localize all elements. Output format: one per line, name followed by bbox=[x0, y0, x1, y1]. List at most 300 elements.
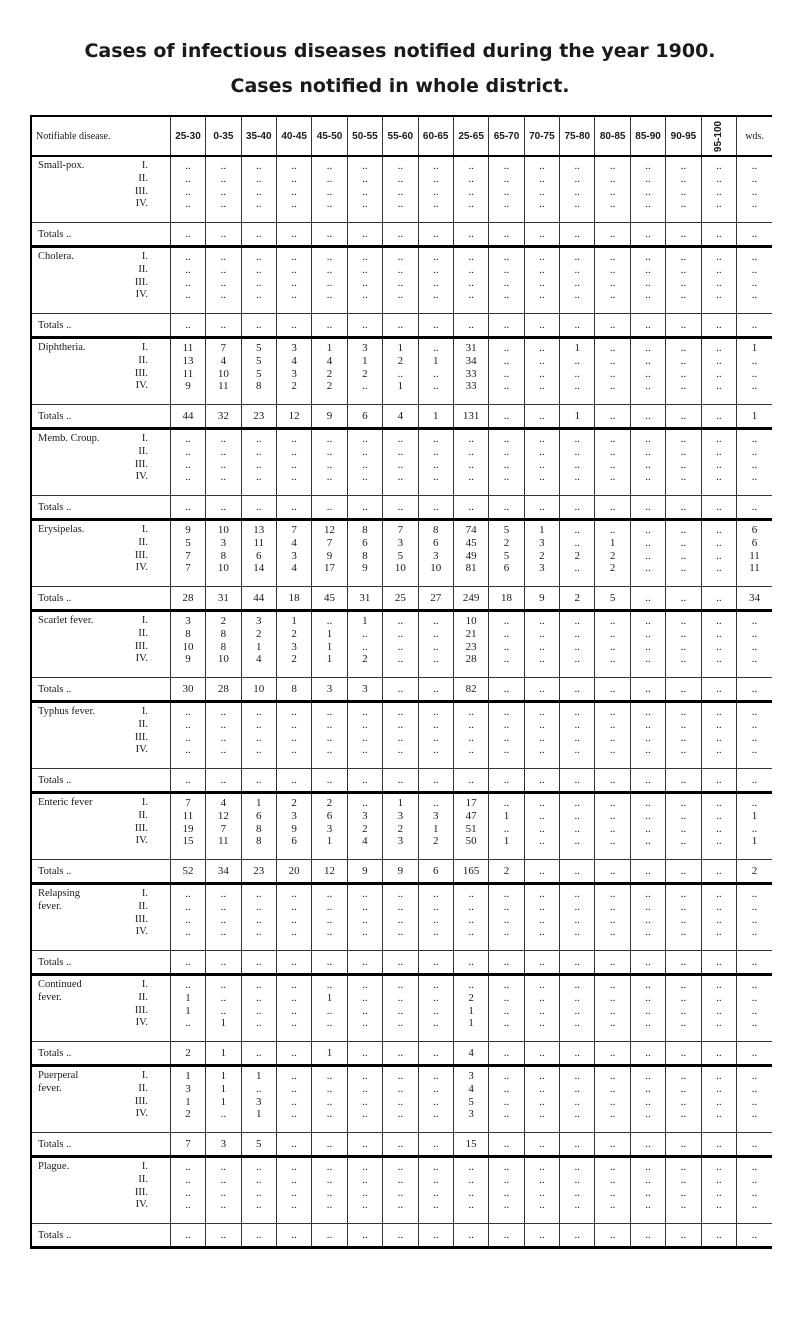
totals-cell: 31 bbox=[206, 587, 241, 611]
totals-cell: .. bbox=[560, 1224, 595, 1248]
table-cell: 4 12 7 11 bbox=[206, 793, 241, 860]
totals-cell: 3 bbox=[312, 678, 347, 702]
table-cell: .. .. .. .. bbox=[595, 975, 630, 1042]
table-cell: .. .. .. .. bbox=[666, 1157, 701, 1224]
totals-cell: 9 bbox=[524, 587, 559, 611]
column-header: wds. bbox=[737, 117, 772, 156]
totals-cell: 3 bbox=[347, 678, 382, 702]
table-cell: .. .. .. .. bbox=[595, 611, 630, 678]
totals-row bbox=[31, 860, 772, 884]
disease-name: Continued I. fever. II. III. IV. bbox=[31, 975, 170, 1042]
totals-row bbox=[31, 1224, 772, 1248]
table-cell: .. .. .. .. bbox=[560, 702, 595, 769]
totals-cell: .. bbox=[560, 223, 595, 247]
column-header: 40-45 bbox=[276, 117, 311, 156]
table-cell: .. .. .. .. bbox=[383, 975, 418, 1042]
table-cell: 1 .. .. .. bbox=[737, 338, 772, 405]
table-cell: 3 2 1 4 bbox=[241, 611, 276, 678]
table-cell: .. .. .. .. bbox=[418, 1066, 453, 1133]
table-cell: 1 .. .. .. bbox=[560, 338, 595, 405]
table-cell: .. .. .. .. bbox=[701, 702, 736, 769]
disease-name: Puerperal I. fever. II. III. IV. bbox=[31, 1066, 170, 1133]
table-cell: .. .. .. .. bbox=[666, 429, 701, 496]
totals-cell: .. bbox=[524, 1133, 559, 1157]
header-row bbox=[31, 117, 772, 156]
table-cell: .. .. .. .. bbox=[560, 793, 595, 860]
totals-cell: 32 bbox=[206, 405, 241, 429]
table-cell: .. .. .. .. bbox=[312, 702, 347, 769]
totals-cell: .. bbox=[701, 314, 736, 338]
totals-cell: .. bbox=[241, 1042, 276, 1066]
table-cell: 1 4 2 2 bbox=[312, 338, 347, 405]
totals-cell: .. bbox=[276, 1042, 311, 1066]
totals-cell: .. bbox=[666, 496, 701, 520]
table-cell: .. 3 1 2 bbox=[418, 793, 453, 860]
totals-cell: .. bbox=[560, 678, 595, 702]
table-cell: .. .. .. .. bbox=[489, 975, 524, 1042]
table-cell: .. .. .. .. bbox=[737, 429, 772, 496]
column-header: 85-90 bbox=[630, 117, 665, 156]
table-cell: .. .. .. .. bbox=[524, 884, 559, 951]
table-cell: 12 7 9 17 bbox=[312, 520, 347, 587]
table-cell: 11 13 11 9 bbox=[170, 338, 205, 405]
table-cell: .. .. .. .. bbox=[595, 247, 630, 314]
totals-cell: .. bbox=[595, 223, 630, 247]
table-cell: 3 1 2 .. bbox=[347, 338, 382, 405]
totals-cell: .. bbox=[630, 405, 665, 429]
totals-cell: .. bbox=[737, 1133, 772, 1157]
table-cell: .. 1 1 .. bbox=[170, 975, 205, 1042]
totals-cell: .. bbox=[206, 769, 241, 793]
totals-cell: .. bbox=[630, 1133, 665, 1157]
totals-cell: .. bbox=[241, 1224, 276, 1248]
table-cell: 7 11 19 15 bbox=[170, 793, 205, 860]
table-cell: 13 11 6 14 bbox=[241, 520, 276, 587]
totals-cell: 131 bbox=[453, 405, 488, 429]
totals-cell: .. bbox=[737, 314, 772, 338]
totals-label: Totals .. bbox=[31, 587, 170, 611]
table-cell: .. .. .. .. bbox=[418, 156, 453, 223]
totals-cell: .. bbox=[418, 1133, 453, 1157]
table-cell: 10 3 8 10 bbox=[206, 520, 241, 587]
table-cell: 3 8 10 9 bbox=[170, 611, 205, 678]
totals-cell: .. bbox=[524, 951, 559, 975]
totals-cell: 23 bbox=[241, 405, 276, 429]
totals-cell: .. bbox=[666, 860, 701, 884]
table-cell: 1 .. .. 2 bbox=[347, 611, 382, 678]
disease-row bbox=[31, 520, 772, 587]
table-cell: .. .. .. .. bbox=[524, 1066, 559, 1133]
totals-cell: .. bbox=[560, 496, 595, 520]
table-cell: .. .. .. .. bbox=[489, 611, 524, 678]
table-cell: .. .. .. .. bbox=[701, 1066, 736, 1133]
totals-cell: .. bbox=[524, 223, 559, 247]
column-header: 95-100 bbox=[701, 117, 736, 156]
totals-cell: 23 bbox=[241, 860, 276, 884]
table-cell: .. .. .. .. bbox=[701, 611, 736, 678]
table-cell: .. .. .. .. bbox=[630, 520, 665, 587]
disease-name: Relapsing I. fever. II. III. IV. bbox=[31, 884, 170, 951]
table-cell: .. .. .. .. bbox=[383, 1157, 418, 1224]
table-cell: .. .. .. .. bbox=[276, 884, 311, 951]
table-cell: .. .. .. .. bbox=[489, 1157, 524, 1224]
table-cell: .. .. .. .. bbox=[630, 975, 665, 1042]
totals-cell: .. bbox=[666, 223, 701, 247]
totals-row bbox=[31, 587, 772, 611]
table-cell: 5 5 5 8 bbox=[241, 338, 276, 405]
table-cell: 1 1 1 .. bbox=[206, 1066, 241, 1133]
totals-cell: .. bbox=[276, 496, 311, 520]
column-header: 70-75 bbox=[524, 117, 559, 156]
totals-cell: 34 bbox=[206, 860, 241, 884]
table-cell: .. .. .. .. bbox=[666, 156, 701, 223]
table-cell: .. .. .. .. bbox=[453, 247, 488, 314]
table-cell: 74 45 49 81 bbox=[453, 520, 488, 587]
totals-cell: .. bbox=[312, 314, 347, 338]
totals-cell: 18 bbox=[489, 587, 524, 611]
totals-cell: .. bbox=[666, 314, 701, 338]
table-cell: 7 3 5 10 bbox=[383, 520, 418, 587]
totals-cell: .. bbox=[524, 1224, 559, 1248]
totals-cell: .. bbox=[595, 951, 630, 975]
totals-cell: .. bbox=[170, 769, 205, 793]
totals-cell: .. bbox=[737, 1224, 772, 1248]
table-cell: .. .. .. .. bbox=[595, 338, 630, 405]
totals-cell: 3 bbox=[206, 1133, 241, 1157]
table-cell: .. 2 1 1 bbox=[453, 975, 488, 1042]
totals-cell: .. bbox=[630, 769, 665, 793]
table-cell: .. .. .. .. bbox=[524, 611, 559, 678]
totals-cell: 30 bbox=[170, 678, 205, 702]
table-cell: .. .. .. .. bbox=[489, 884, 524, 951]
table-cell: .. .. .. .. bbox=[418, 884, 453, 951]
table-cell: .. .. .. .. bbox=[737, 1066, 772, 1133]
page-title: Cases of infectious diseases notified during the year 1900. bbox=[84, 40, 716, 62]
totals-cell: .. bbox=[489, 1224, 524, 1248]
totals-cell: .. bbox=[701, 769, 736, 793]
totals-cell: 4 bbox=[383, 405, 418, 429]
totals-cell: .. bbox=[383, 1133, 418, 1157]
table-cell: .. .. .. .. bbox=[347, 1066, 382, 1133]
table-cell: .. .. .. .. bbox=[630, 884, 665, 951]
totals-cell: .. bbox=[418, 1042, 453, 1066]
totals-label: Totals .. bbox=[31, 405, 170, 429]
table-cell: .. .. .. .. bbox=[737, 156, 772, 223]
table-cell: .. .. .. .. bbox=[453, 1157, 488, 1224]
table-cell: .. .. .. .. bbox=[170, 247, 205, 314]
table-cell: 31 34 33 33 bbox=[453, 338, 488, 405]
totals-cell: .. bbox=[560, 1133, 595, 1157]
column-header: 65-70 bbox=[489, 117, 524, 156]
table-cell: .. .. .. .. bbox=[737, 884, 772, 951]
totals-cell: 165 bbox=[453, 860, 488, 884]
totals-cell: .. bbox=[524, 769, 559, 793]
totals-cell: .. bbox=[524, 1042, 559, 1066]
table-cell: .. .. .. .. bbox=[630, 611, 665, 678]
totals-cell: 20 bbox=[276, 860, 311, 884]
totals-cell: 1 bbox=[312, 1042, 347, 1066]
disease-row bbox=[31, 702, 772, 769]
table-cell: .. .. .. .. bbox=[383, 611, 418, 678]
totals-cell: .. bbox=[737, 1042, 772, 1066]
table-body bbox=[31, 156, 772, 1248]
totals-cell: .. bbox=[701, 1042, 736, 1066]
table-cell: .. .. .. .. bbox=[630, 702, 665, 769]
totals-cell: 4 bbox=[453, 1042, 488, 1066]
totals-cell: .. bbox=[312, 951, 347, 975]
table-cell: 8 6 8 9 bbox=[347, 520, 382, 587]
totals-cell: .. bbox=[560, 314, 595, 338]
table-cell: .. .. .. .. bbox=[347, 156, 382, 223]
totals-cell: .. bbox=[701, 951, 736, 975]
table-cell: .. .. .. .. bbox=[666, 611, 701, 678]
table-cell: .. 1 .. 1 bbox=[489, 793, 524, 860]
totals-cell: 1 bbox=[206, 1042, 241, 1066]
totals-cell: .. bbox=[701, 1224, 736, 1248]
totals-cell: 9 bbox=[347, 860, 382, 884]
totals-label: Totals .. bbox=[31, 496, 170, 520]
totals-cell: .. bbox=[666, 1133, 701, 1157]
totals-cell: .. bbox=[560, 1042, 595, 1066]
column-header: 80-85 bbox=[595, 117, 630, 156]
totals-cell: .. bbox=[276, 1224, 311, 1248]
table-cell: .. .. .. .. bbox=[701, 793, 736, 860]
column-header: 25-30 bbox=[170, 117, 205, 156]
totals-cell: .. bbox=[453, 1224, 488, 1248]
table-cell: .. .. .. .. bbox=[276, 1066, 311, 1133]
totals-cell: .. bbox=[170, 496, 205, 520]
table-cell: .. .. .. .. bbox=[206, 884, 241, 951]
totals-cell: .. bbox=[312, 223, 347, 247]
totals-label: Totals .. bbox=[31, 1133, 170, 1157]
table-cell: .. .. .. .. bbox=[701, 338, 736, 405]
disease-row bbox=[31, 247, 772, 314]
totals-cell: .. bbox=[737, 496, 772, 520]
table-cell: .. .. .. .. bbox=[383, 884, 418, 951]
totals-row bbox=[31, 678, 772, 702]
totals-cell: .. bbox=[276, 951, 311, 975]
totals-cell: .. bbox=[701, 678, 736, 702]
disease-name: Erysipelas. I. II. III. IV. bbox=[31, 520, 170, 587]
totals-cell: .. bbox=[595, 314, 630, 338]
totals-cell: .. bbox=[453, 951, 488, 975]
table-cell: 3 4 3 2 bbox=[276, 338, 311, 405]
disease-name: Cholera. I. II. III. IV. bbox=[31, 247, 170, 314]
table-cell: .. .. .. .. bbox=[489, 702, 524, 769]
table-cell: .. .. .. .. bbox=[453, 156, 488, 223]
table-cell: 5 2 5 6 bbox=[489, 520, 524, 587]
totals-cell: .. bbox=[630, 860, 665, 884]
table-cell: .. .. .. .. bbox=[276, 429, 311, 496]
table-cell: .. .. .. .. bbox=[595, 429, 630, 496]
table-cell: .. .. .. .. bbox=[206, 156, 241, 223]
column-header: 90-95 bbox=[666, 117, 701, 156]
table-cell: .. .. .. .. bbox=[666, 247, 701, 314]
table-cell: .. .. .. .. bbox=[737, 611, 772, 678]
totals-cell: .. bbox=[418, 678, 453, 702]
totals-cell: .. bbox=[241, 223, 276, 247]
table-cell: .. .. .. .. bbox=[347, 975, 382, 1042]
table-cell: .. .. .. .. bbox=[560, 1066, 595, 1133]
totals-cell: 6 bbox=[418, 860, 453, 884]
totals-cell: .. bbox=[347, 769, 382, 793]
table-cell: .. .. .. .. bbox=[383, 156, 418, 223]
totals-cell: .. bbox=[347, 223, 382, 247]
totals-cell: 28 bbox=[170, 587, 205, 611]
totals-cell: .. bbox=[737, 769, 772, 793]
table-cell: .. .. .. .. bbox=[418, 247, 453, 314]
totals-cell: 18 bbox=[276, 587, 311, 611]
totals-cell: .. bbox=[489, 496, 524, 520]
totals-cell: .. bbox=[312, 496, 347, 520]
totals-cell: .. bbox=[453, 223, 488, 247]
column-header: 0-35 bbox=[206, 117, 241, 156]
totals-cell: 8 bbox=[276, 678, 311, 702]
table-cell: .. .. .. .. bbox=[560, 156, 595, 223]
totals-cell: 31 bbox=[347, 587, 382, 611]
table-cell: .. .. .. .. bbox=[276, 702, 311, 769]
table-cell: .. .. .. .. bbox=[630, 1157, 665, 1224]
disease-row bbox=[31, 793, 772, 860]
table-cell: .. .. .. .. bbox=[312, 156, 347, 223]
totals-row bbox=[31, 314, 772, 338]
page-subtitle: Cases notified in whole district. bbox=[230, 75, 570, 97]
table-cell: .. .. .. .. bbox=[241, 156, 276, 223]
column-header: 25-65 bbox=[453, 117, 488, 156]
table-cell: 7 4 10 11 bbox=[206, 338, 241, 405]
table-cell: .. 1 2 2 bbox=[595, 520, 630, 587]
totals-cell: 2 bbox=[737, 860, 772, 884]
totals-cell: .. bbox=[383, 769, 418, 793]
disease-name: Scarlet fever. I. II. III. IV. bbox=[31, 611, 170, 678]
totals-cell: 10 bbox=[241, 678, 276, 702]
table-cell: 3 4 5 3 bbox=[453, 1066, 488, 1133]
totals-cell: .. bbox=[666, 587, 701, 611]
totals-label: Totals .. bbox=[31, 314, 170, 338]
totals-cell: .. bbox=[489, 951, 524, 975]
table-cell: .. .. .. .. bbox=[383, 702, 418, 769]
totals-cell: 1 bbox=[418, 405, 453, 429]
totals-cell: .. bbox=[170, 314, 205, 338]
totals-cell: .. bbox=[418, 951, 453, 975]
totals-label: Totals .. bbox=[31, 769, 170, 793]
table-cell: .. .. .. .. bbox=[276, 975, 311, 1042]
table-cell: .. .. .. .. bbox=[453, 884, 488, 951]
totals-row bbox=[31, 1042, 772, 1066]
table-cell: .. 1 .. .. bbox=[418, 338, 453, 405]
table-cell: .. .. .. .. bbox=[276, 247, 311, 314]
totals-cell: .. bbox=[489, 223, 524, 247]
totals-cell: .. bbox=[347, 1224, 382, 1248]
disease-name: Diphtheria. I. II. III. IV. bbox=[31, 338, 170, 405]
totals-row bbox=[31, 405, 772, 429]
totals-cell: .. bbox=[595, 1133, 630, 1157]
table-cell: .. .. .. .. bbox=[312, 884, 347, 951]
totals-cell: .. bbox=[666, 678, 701, 702]
table-cell: .. .. .. .. bbox=[170, 702, 205, 769]
table-cell: .. .. .. .. bbox=[312, 247, 347, 314]
totals-cell: .. bbox=[489, 405, 524, 429]
table-cell: .. .. .. .. bbox=[383, 247, 418, 314]
totals-cell: .. bbox=[737, 678, 772, 702]
totals-cell: 6 bbox=[347, 405, 382, 429]
totals-cell: .. bbox=[206, 1224, 241, 1248]
totals-cell: .. bbox=[418, 1224, 453, 1248]
table-cell: 2 8 8 10 bbox=[206, 611, 241, 678]
totals-row bbox=[31, 223, 772, 247]
totals-cell: 28 bbox=[206, 678, 241, 702]
totals-label: Totals .. bbox=[31, 1042, 170, 1066]
totals-cell: 15 bbox=[453, 1133, 488, 1157]
table-cell: .. .. .. .. bbox=[347, 702, 382, 769]
table-cell: .. .. .. .. bbox=[489, 1066, 524, 1133]
table-cell: .. .. .. .. bbox=[347, 884, 382, 951]
table-cell: 1 3 1 2 bbox=[170, 1066, 205, 1133]
table-cell: .. .. .. .. bbox=[560, 1157, 595, 1224]
totals-cell: 34 bbox=[737, 587, 772, 611]
table-cell: .. .. .. .. bbox=[170, 156, 205, 223]
totals-cell: .. bbox=[453, 769, 488, 793]
table-cell: .. .. .. .. bbox=[630, 1066, 665, 1133]
table-cell: .. .. .. .. bbox=[312, 1066, 347, 1133]
totals-cell: 52 bbox=[170, 860, 205, 884]
totals-cell: .. bbox=[701, 223, 736, 247]
table-cell: 2 6 3 1 bbox=[312, 793, 347, 860]
totals-cell: .. bbox=[418, 496, 453, 520]
totals-cell: 2 bbox=[560, 587, 595, 611]
totals-label: Totals .. bbox=[31, 223, 170, 247]
table-cell: .. .. .. .. bbox=[737, 702, 772, 769]
table-cell: .. .. .. .. bbox=[418, 429, 453, 496]
totals-cell: 1 bbox=[737, 405, 772, 429]
totals-cell: .. bbox=[241, 314, 276, 338]
totals-cell: .. bbox=[595, 405, 630, 429]
totals-cell: 12 bbox=[276, 405, 311, 429]
table-cell: .. .. .. .. bbox=[524, 975, 559, 1042]
totals-cell: .. bbox=[206, 223, 241, 247]
totals-row bbox=[31, 769, 772, 793]
totals-cell: 9 bbox=[312, 405, 347, 429]
totals-cell: .. bbox=[312, 1224, 347, 1248]
totals-cell: .. bbox=[524, 405, 559, 429]
totals-cell: .. bbox=[524, 496, 559, 520]
totals-cell: .. bbox=[347, 314, 382, 338]
totals-cell: .. bbox=[418, 769, 453, 793]
table-cell: .. .. .. .. bbox=[383, 1066, 418, 1133]
totals-label: Totals .. bbox=[31, 951, 170, 975]
table-cell: .. .. .. .. bbox=[701, 429, 736, 496]
totals-cell: 82 bbox=[453, 678, 488, 702]
totals-cell: .. bbox=[383, 314, 418, 338]
table-cell: 1 2 .. 1 bbox=[383, 338, 418, 405]
totals-cell: .. bbox=[347, 1042, 382, 1066]
table-cell: .. .. .. .. bbox=[595, 156, 630, 223]
table-cell: .. .. .. 1 bbox=[206, 975, 241, 1042]
totals-cell: .. bbox=[630, 587, 665, 611]
totals-cell: .. bbox=[241, 951, 276, 975]
totals-label: Totals .. bbox=[31, 678, 170, 702]
totals-cell: 44 bbox=[170, 405, 205, 429]
disease-table bbox=[30, 115, 772, 1322]
disease-row bbox=[31, 338, 772, 405]
totals-cell: .. bbox=[701, 496, 736, 520]
disease-row bbox=[31, 156, 772, 223]
totals-cell: 25 bbox=[383, 587, 418, 611]
table-cell: .. .. .. .. bbox=[560, 884, 595, 951]
table-cell: .. .. .. .. bbox=[453, 429, 488, 496]
table-cell: 9 5 7 7 bbox=[170, 520, 205, 587]
totals-row bbox=[31, 951, 772, 975]
